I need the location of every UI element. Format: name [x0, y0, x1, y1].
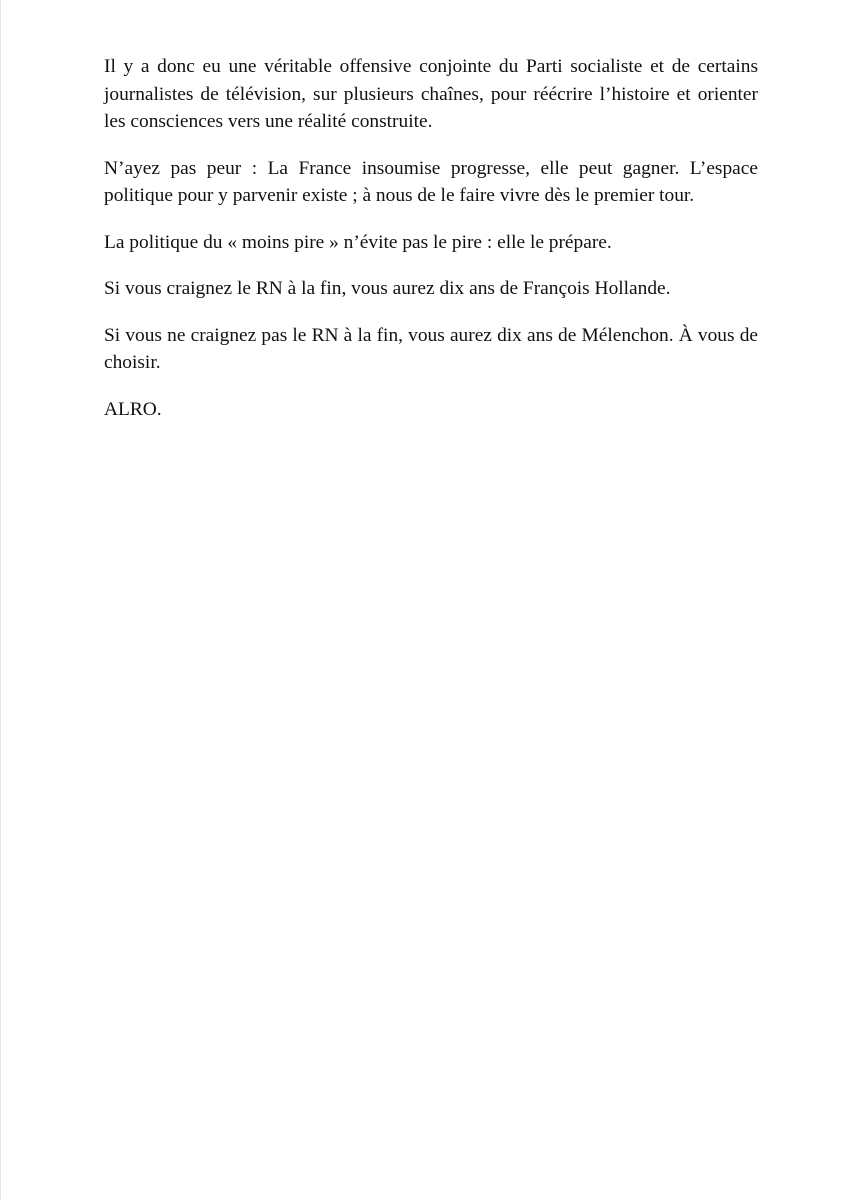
- paragraph-craignez-rn: Si vous craignez le RN à la fin, vous aurez dix ans de François Hollande.: [104, 278, 671, 299]
- signature: ALRO.: [104, 398, 162, 420]
- paragraph-moins-pire: La politique du « moins pire » n’évite pas le pire : elle le prépare.: [104, 231, 612, 253]
- paragraph-offensive: Il y a donc eu une véritable offensive conjointe du Parti socialiste et de certains journalistes de télévision, sur plusieurs chaînes, pour réécrire l’histoire et orienter les consciences vers une réalité construite.: [104, 56, 758, 132]
- document-body: [104, 53, 758, 423]
- paragraph-ne-craignez-pas-rn: Si vous ne craignez pas le RN à la fin, vous aurez dix ans de Mélenchon. À vous de choisir.: [104, 324, 758, 373]
- paragraph-n-ayez-pas-peur: N’ayez pas peur : La France insoumise progresse, elle peut gagner. L’espace politique pour y parvenir existe ; à nous de le faire vivre dès le premier tour.: [104, 157, 758, 206]
